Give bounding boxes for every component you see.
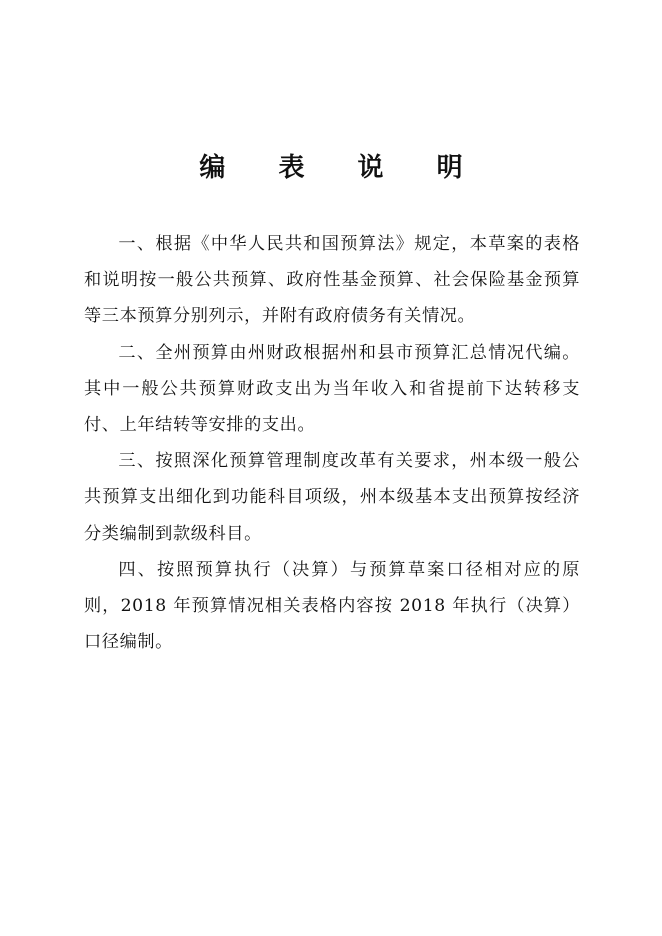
paragraph-1: 一、根据《中华人民共和国预算法》规定，本草案的表格和说明按一般公共预算、政府性基金预算、社会保险基金预算等三本预算分别列示，并附有政府债务有关情况。 <box>84 234 580 327</box>
paragraph-2: 二、全州预算由州财政根据州和县市预算汇总情况代编。其中一般公共预算财政支出为当年收入和省提前下达转移支付、上年结转等安排的支出。 <box>84 342 580 436</box>
page-title: 编 表 说 明 <box>199 153 485 183</box>
paragraph-3: 三、按照深化预算管理制度改革有关要求，州本级一般公共预算支出细化到功能科目项级，州本级基本支出预算按经济分类编制到款级科目。 <box>84 451 580 544</box>
paragraph-4: 四、按照预算执行（决算）与预算草案口径相对应的原则，2018 年预算情况相关表格内容按 2018 年执行（决算）口径编制。 <box>84 559 580 653</box>
document-body <box>84 226 580 660</box>
